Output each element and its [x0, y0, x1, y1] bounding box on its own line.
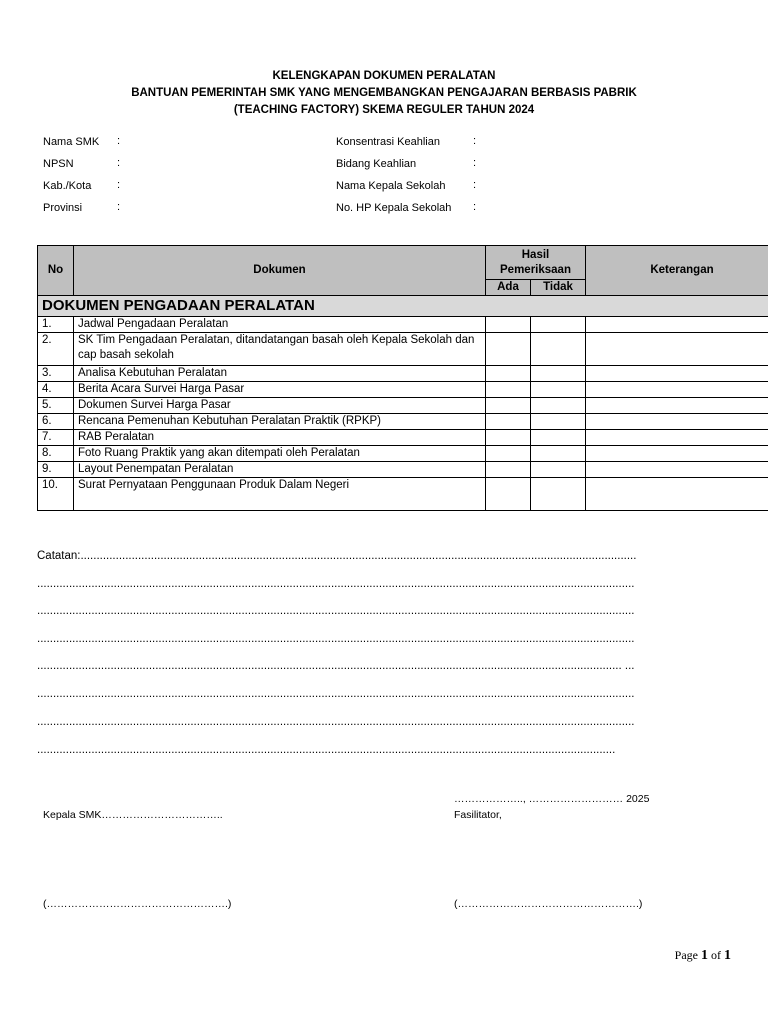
header-line-2: BANTUAN PEMERINTAH SMK YANG MENGEMBANGKAN PENGAJARAN BERBASIS PABRIK — [131, 87, 637, 99]
field-colon: : — [473, 179, 477, 191]
row-document: Foto Ruang Praktik yang akan ditempati oleh Peralatan — [74, 446, 486, 462]
ada-cell[interactable] — [486, 366, 531, 382]
tidak-cell[interactable] — [531, 430, 586, 446]
fasilitator-name-line: (…………………………………………….) — [454, 898, 643, 910]
page-of: of — [708, 948, 724, 962]
ada-cell[interactable] — [486, 462, 531, 478]
row-number: 9. — [38, 462, 74, 478]
page-total: 1 — [724, 948, 731, 963]
tidak-cell[interactable] — [531, 317, 586, 333]
ada-cell[interactable] — [486, 333, 531, 366]
column-header-keterangan: Keterangan — [586, 246, 768, 296]
row-document: Berita Acara Survei Harga Pasar — [74, 382, 486, 398]
column-header-tidak: Tidak — [531, 280, 586, 296]
ada-cell[interactable] — [486, 478, 531, 511]
catatan-line: ........................................................................................................................................................................................... — [37, 716, 635, 728]
fasilitator-label: Fasilitator, — [454, 809, 502, 821]
row-document: RAB Peralatan — [74, 430, 486, 446]
table-row — [38, 446, 768, 462]
ada-cell[interactable] — [486, 430, 531, 446]
catatan-line: ........................................................................................................................................................................................... — [37, 605, 635, 617]
field-colon: : — [117, 201, 121, 213]
table-row — [38, 478, 768, 511]
keterangan-cell[interactable] — [586, 414, 768, 430]
catatan-line: ........................................................................................................................................................................................... — [37, 633, 635, 645]
signature-date-line: ……………….., ……………………… 2025 — [454, 793, 650, 805]
row-number: 3. — [38, 366, 74, 382]
catatan-line: ..................................................................................................................................................................................... — [37, 744, 616, 756]
header-line-3: (TEACHING FACTORY) SKEMA REGULER TAHUN 2024 — [233, 104, 535, 116]
catatan-line: ....................................................................................................................................................................................... ... — [37, 660, 635, 672]
catatan-line: ........................................................................................................................................................................................... — [37, 688, 635, 700]
column-header-hasil-pemeriksaan: Hasil Pemeriksaan — [486, 246, 586, 280]
keterangan-cell[interactable] — [586, 430, 768, 446]
page-prefix: Page — [674, 948, 701, 962]
row-number: 10. — [38, 478, 74, 511]
field-colon: : — [473, 201, 477, 213]
field-label-kab-kota: Kab./Kota — [43, 180, 92, 192]
keterangan-cell[interactable] — [586, 478, 768, 511]
row-document: Analisa Kebutuhan Peralatan — [74, 366, 486, 382]
row-document: Surat Pernyataan Penggunaan Produk Dalam Negeri — [74, 478, 486, 511]
page-number — [675, 948, 731, 964]
header-line-1: KELENGKAPAN DOKUMEN PERALATAN — [272, 70, 496, 82]
tidak-cell[interactable] — [531, 446, 586, 462]
tidak-cell[interactable] — [531, 398, 586, 414]
keterangan-cell[interactable] — [586, 446, 768, 462]
field-label-nama-kepala-sekolah: Nama Kepala Sekolah — [336, 180, 446, 192]
row-number: 5. — [38, 398, 74, 414]
row-document: Jadwal Pengadaan Peralatan — [74, 317, 486, 333]
field-colon: : — [473, 157, 477, 169]
field-label-npsn: NPSN — [43, 158, 74, 170]
column-header-dokumen: Dokumen — [74, 246, 486, 296]
row-number: 4. — [38, 382, 74, 398]
field-colon: : — [117, 135, 121, 147]
tidak-cell[interactable] — [531, 382, 586, 398]
table-row — [38, 430, 768, 446]
field-label-konsentrasi-keahlian: Konsentrasi Keahlian — [336, 136, 440, 148]
tidak-cell[interactable] — [531, 414, 586, 430]
tidak-cell[interactable] — [531, 462, 586, 478]
keterangan-cell[interactable] — [586, 366, 768, 382]
kepala-smk-label: Kepala SMK…………………………….. — [43, 809, 223, 821]
ada-cell[interactable] — [486, 317, 531, 333]
document-checklist-table — [37, 245, 768, 511]
ada-cell[interactable] — [486, 414, 531, 430]
row-number: 6. — [38, 414, 74, 430]
keterangan-cell[interactable] — [586, 382, 768, 398]
row-document: SK Tim Pengadaan Peralatan, ditandatangan basah oleh Kepala Sekolah dan cap basah sekolah — [74, 333, 486, 366]
column-header-ada: Ada — [486, 280, 531, 296]
keterangan-cell[interactable] — [586, 398, 768, 414]
field-label-bidang-keahlian: Bidang Keahlian — [336, 158, 417, 170]
table-row — [38, 462, 768, 478]
table-row — [38, 382, 768, 398]
field-label-no-hp-kepala-sekolah: No. HP Kepala Sekolah — [336, 202, 452, 214]
catatan-line: Catatan:.............................................................................................................................................................................. — [37, 550, 637, 562]
section-heading: DOKUMEN PENGADAAN PERALATAN — [38, 296, 768, 317]
page-current: 1 — [701, 948, 708, 963]
table-row — [38, 366, 768, 382]
table-row — [38, 398, 768, 414]
field-label-nama-smk: Nama SMK — [43, 136, 100, 148]
tidak-cell[interactable] — [531, 333, 586, 366]
field-label-provinsi: Provinsi — [43, 202, 83, 214]
row-document: Dokumen Survei Harga Pasar — [74, 398, 486, 414]
tidak-cell[interactable] — [531, 366, 586, 382]
table-row — [38, 317, 768, 333]
row-number: 8. — [38, 446, 74, 462]
keterangan-cell[interactable] — [586, 317, 768, 333]
keterangan-cell[interactable] — [586, 333, 768, 366]
column-header-no: No — [38, 246, 74, 296]
row-document: Rencana Pemenuhan Kebutuhan Peralatan Praktik (RPKP) — [74, 414, 486, 430]
ada-cell[interactable] — [486, 382, 531, 398]
ada-cell[interactable] — [486, 398, 531, 414]
row-number: 2. — [38, 333, 74, 366]
row-number: 7. — [38, 430, 74, 446]
field-colon: : — [473, 135, 477, 147]
tidak-cell[interactable] — [531, 478, 586, 511]
kepala-smk-name-line: (…………………………………………….) — [43, 898, 232, 910]
field-colon: : — [117, 157, 121, 169]
field-colon: : — [117, 179, 121, 191]
table-row — [38, 414, 768, 430]
catatan-line: ........................................................................................................................................................................................... — [37, 578, 635, 590]
row-number: 1. — [38, 317, 74, 333]
row-document: Layout Penempatan Peralatan — [74, 462, 486, 478]
ada-cell[interactable] — [486, 446, 531, 462]
keterangan-cell[interactable] — [586, 462, 768, 478]
table-row — [38, 333, 768, 366]
